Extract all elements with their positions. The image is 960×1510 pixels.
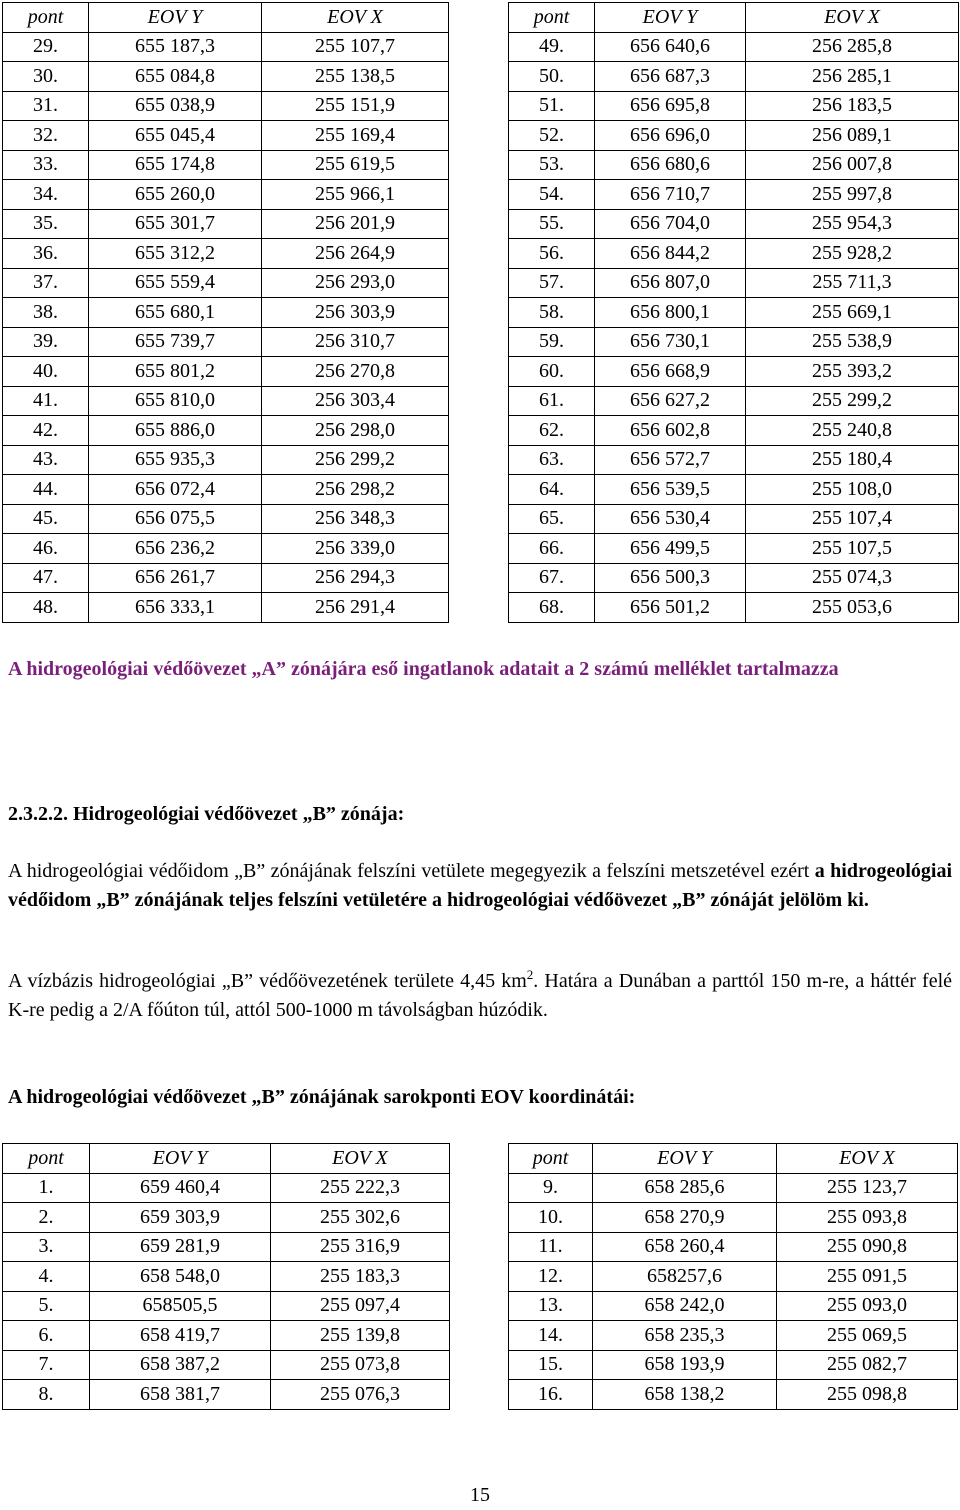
cell-eov-x: 255 082,7 (777, 1350, 958, 1380)
cell-eov-x: 256 310,7 (262, 327, 449, 357)
cell-eov-y: 656 640,6 (595, 32, 746, 62)
cell-eov-y: 655 038,9 (89, 91, 262, 121)
cell-eov-x: 256 183,5 (746, 91, 959, 121)
cell-pont: 53. (509, 150, 595, 180)
cell-pont: 49. (509, 32, 595, 62)
cell-eov-x: 256 285,1 (746, 62, 959, 92)
cell-eov-y: 655 187,3 (89, 32, 262, 62)
cell-eov-x: 255 076,3 (271, 1380, 450, 1410)
cell-pont: 10. (509, 1203, 593, 1233)
cell-eov-x: 256 285,8 (746, 32, 959, 62)
cell-eov-y: 656 539,5 (595, 475, 746, 505)
cell-eov-x: 256 291,4 (262, 593, 449, 623)
cell-eov-y: 656 668,9 (595, 357, 746, 387)
header-eov-y: EOV Y (593, 1144, 777, 1174)
zone-b-table-left (2, 1143, 450, 1410)
cell-eov-x: 255 107,7 (262, 32, 449, 62)
cell-eov-x: 255 954,3 (746, 209, 959, 239)
table-row (509, 1232, 958, 1262)
area-text-after: . Határa a Dunában a parttól 150 m-re, a háttér felé K-re pedig a 2/A főúton túl, attól 500-1000 m távolságban húzódik. (8, 970, 953, 1021)
cell-eov-x: 255 090,8 (777, 1232, 958, 1262)
cell-pont: 16. (509, 1380, 593, 1410)
header-eov-y: EOV Y (90, 1144, 271, 1174)
cell-eov-x: 256 270,8 (262, 357, 449, 387)
cell-eov-x: 255 299,2 (746, 386, 959, 416)
cell-pont: 58. (509, 298, 595, 328)
cell-pont: 63. (509, 445, 595, 475)
cell-eov-y: 659 460,4 (90, 1173, 271, 1203)
paragraph-b-zone-area (8, 967, 952, 1025)
cell-pont: 66. (509, 534, 595, 564)
table-row (509, 1173, 958, 1203)
cell-eov-y: 658 242,0 (593, 1291, 777, 1321)
cell-eov-y: 656 530,4 (595, 504, 746, 534)
table-row (3, 239, 449, 269)
cell-pont: 57. (509, 268, 595, 298)
table-row (509, 475, 959, 505)
paragraph-bold-text: a hidrogeológiai védőidom „B” zónájának teljes felszíni vetületére a hidrogeológiai védőövezet „B” zónáját jelölöm ki. (8, 860, 953, 911)
cell-eov-x: 255 183,3 (271, 1262, 450, 1292)
cell-eov-x: 255 098,8 (777, 1380, 958, 1410)
cell-eov-y: 655 084,8 (89, 62, 262, 92)
table-row (3, 327, 449, 357)
cell-pont: 47. (3, 563, 89, 593)
cell-eov-y: 655 886,0 (89, 416, 262, 446)
cell-eov-y: 659 281,9 (90, 1232, 271, 1262)
cell-eov-y: 655 174,8 (89, 150, 262, 180)
table-row (509, 1321, 958, 1351)
table-row (3, 91, 449, 121)
cell-pont: 51. (509, 91, 595, 121)
table-row (3, 416, 449, 446)
cell-pont: 41. (3, 386, 89, 416)
cell-pont: 29. (3, 32, 89, 62)
cell-eov-x: 255 669,1 (746, 298, 959, 328)
cell-eov-y: 656 572,7 (595, 445, 746, 475)
cell-pont: 60. (509, 357, 595, 387)
cell-eov-x: 255 093,0 (777, 1291, 958, 1321)
page-number: 15 (470, 1484, 490, 1506)
table-row (3, 1173, 450, 1203)
table-row (509, 298, 959, 328)
cell-eov-y: 656 236,2 (89, 534, 262, 564)
cell-eov-x: 255 180,4 (746, 445, 959, 475)
cell-eov-y: 656 501,2 (595, 593, 746, 623)
header-pont: pont (3, 1144, 90, 1174)
cell-eov-y: 655 260,0 (89, 180, 262, 210)
header-eov-x: EOV X (271, 1144, 450, 1174)
cell-eov-x: 256 298,2 (262, 475, 449, 505)
cell-eov-y: 655 045,4 (89, 121, 262, 151)
cell-eov-y: 658505,5 (90, 1291, 271, 1321)
cell-pont: 6. (3, 1321, 90, 1351)
cell-pont: 11. (509, 1232, 593, 1262)
cell-eov-x: 255 928,2 (746, 239, 959, 269)
table-row (3, 180, 449, 210)
table-header-row (3, 3, 449, 33)
cell-eov-y: 656 333,1 (89, 593, 262, 623)
table-row (509, 416, 959, 446)
table-row (3, 475, 449, 505)
cell-eov-x: 255 073,8 (271, 1350, 450, 1380)
table-header-row (3, 1144, 450, 1174)
cell-eov-x: 255 107,5 (746, 534, 959, 564)
paragraph-plain-text: A hidrogeológiai védőidom „B” zónájának felszíni vetülete megegyezik a felszíni metszetével ezért (8, 860, 815, 882)
table-row (3, 1232, 450, 1262)
table-row (509, 91, 959, 121)
cell-eov-y: 659 303,9 (90, 1203, 271, 1233)
table-row (3, 593, 449, 623)
table-row (3, 534, 449, 564)
cell-pont: 59. (509, 327, 595, 357)
cell-eov-x: 256 303,4 (262, 386, 449, 416)
cell-eov-y: 656 710,7 (595, 180, 746, 210)
cell-pont: 1. (3, 1173, 90, 1203)
cell-eov-x: 255 097,4 (271, 1291, 450, 1321)
cell-eov-y: 658 381,7 (90, 1380, 271, 1410)
cell-eov-x: 255 619,5 (262, 150, 449, 180)
table-row (3, 1203, 450, 1233)
cell-eov-x: 255 316,9 (271, 1232, 450, 1262)
cell-pont: 35. (3, 209, 89, 239)
table-header-row (509, 1144, 958, 1174)
table-row (509, 1380, 958, 1410)
table-row (3, 1262, 450, 1292)
table-row (509, 357, 959, 387)
cell-eov-y: 656 261,7 (89, 563, 262, 593)
table-row (3, 357, 449, 387)
cell-eov-x: 255 069,5 (777, 1321, 958, 1351)
header-pont: pont (509, 1144, 593, 1174)
cell-eov-y: 656 807,0 (595, 268, 746, 298)
cell-pont: 2. (3, 1203, 90, 1233)
table-row (509, 327, 959, 357)
cell-pont: 62. (509, 416, 595, 446)
table-row (3, 563, 449, 593)
cell-eov-y: 656 687,3 (595, 62, 746, 92)
table-row (509, 386, 959, 416)
table-row (509, 563, 959, 593)
table-row (509, 150, 959, 180)
header-eov-x: EOV X (777, 1144, 958, 1174)
table-row (509, 32, 959, 62)
cell-eov-x: 255 997,8 (746, 180, 959, 210)
header-pont: pont (3, 3, 89, 33)
cell-eov-x: 255 222,3 (271, 1173, 450, 1203)
table-row (509, 445, 959, 475)
cell-eov-y: 655 935,3 (89, 445, 262, 475)
zone-a-note: A hidrogeológiai védőövezet „A” zónájára eső ingatlanok adatait a 2 számú melléklet tartalmazza (8, 658, 839, 680)
cell-eov-x: 256 299,2 (262, 445, 449, 475)
cell-eov-x: 255 151,9 (262, 91, 449, 121)
table-row (3, 268, 449, 298)
cell-pont: 55. (509, 209, 595, 239)
cell-eov-y: 658 138,2 (593, 1380, 777, 1410)
cell-pont: 42. (3, 416, 89, 446)
cell-eov-x: 256 201,9 (262, 209, 449, 239)
cell-pont: 8. (3, 1380, 90, 1410)
cell-eov-x: 256 089,1 (746, 121, 959, 151)
cell-eov-y: 658257,6 (593, 1262, 777, 1292)
cell-eov-x: 256 339,0 (262, 534, 449, 564)
cell-eov-x: 255 107,4 (746, 504, 959, 534)
cell-pont: 65. (509, 504, 595, 534)
cell-eov-y: 658 387,2 (90, 1350, 271, 1380)
cell-pont: 34. (3, 180, 89, 210)
cell-eov-x: 256 293,0 (262, 268, 449, 298)
cell-eov-x: 256 348,3 (262, 504, 449, 534)
cell-eov-y: 656 844,2 (595, 239, 746, 269)
cell-eov-x: 255 302,6 (271, 1203, 450, 1233)
table-row (3, 32, 449, 62)
cell-eov-x: 256 264,9 (262, 239, 449, 269)
area-superscript: 2 (526, 967, 534, 982)
cell-eov-x: 255 138,5 (262, 62, 449, 92)
cell-eov-y: 658 548,0 (90, 1262, 271, 1292)
header-eov-x: EOV X (262, 3, 449, 33)
cell-eov-y: 656 696,0 (595, 121, 746, 151)
cell-pont: 68. (509, 593, 595, 623)
header-eov-y: EOV Y (595, 3, 746, 33)
cell-pont: 40. (3, 357, 89, 387)
cell-eov-y: 656 602,8 (595, 416, 746, 446)
cell-pont: 61. (509, 386, 595, 416)
cell-eov-y: 656 800,1 (595, 298, 746, 328)
table-row (3, 386, 449, 416)
table-row (509, 1291, 958, 1321)
cell-eov-y: 655 801,2 (89, 357, 262, 387)
cell-eov-y: 656 680,6 (595, 150, 746, 180)
cell-pont: 48. (3, 593, 89, 623)
section-heading: 2.3.2.2. Hidrogeológiai védőövezet „B” zónája: (8, 803, 405, 825)
cell-pont: 36. (3, 239, 89, 269)
cell-pont: 14. (509, 1321, 593, 1351)
table-row (3, 504, 449, 534)
cell-pont: 3. (3, 1232, 90, 1262)
cell-pont: 9. (509, 1173, 593, 1203)
cell-eov-y: 655 301,7 (89, 209, 262, 239)
table-row (509, 1262, 958, 1292)
cell-eov-x: 256 298,0 (262, 416, 449, 446)
cell-eov-y: 656 075,5 (89, 504, 262, 534)
cell-eov-y: 658 235,3 (593, 1321, 777, 1351)
cell-pont: 52. (509, 121, 595, 151)
header-eov-y: EOV Y (89, 3, 262, 33)
cell-pont: 54. (509, 180, 595, 210)
cell-pont: 31. (3, 91, 89, 121)
cell-eov-y: 656 695,8 (595, 91, 746, 121)
table-row (3, 121, 449, 151)
cell-pont: 43. (3, 445, 89, 475)
cell-eov-x: 255 240,8 (746, 416, 959, 446)
cell-eov-x: 255 711,3 (746, 268, 959, 298)
cell-pont: 44. (3, 475, 89, 505)
zone-b-table-right (508, 1143, 958, 1410)
cell-eov-x: 256 303,9 (262, 298, 449, 328)
cell-pont: 4. (3, 1262, 90, 1292)
cell-eov-x: 255 169,4 (262, 121, 449, 151)
cell-eov-y: 656 072,4 (89, 475, 262, 505)
cell-eov-y: 658 260,4 (593, 1232, 777, 1262)
cell-eov-x: 255 091,5 (777, 1262, 958, 1292)
cell-eov-x: 255 108,0 (746, 475, 959, 505)
cell-pont: 37. (3, 268, 89, 298)
cell-eov-x: 255 074,3 (746, 563, 959, 593)
cell-pont: 45. (3, 504, 89, 534)
table-row (509, 1350, 958, 1380)
cell-eov-y: 656 627,2 (595, 386, 746, 416)
cell-pont: 15. (509, 1350, 593, 1380)
table-row (509, 239, 959, 269)
table-row (509, 504, 959, 534)
cell-pont: 64. (509, 475, 595, 505)
table-row (509, 121, 959, 151)
cell-eov-y: 656 500,3 (595, 563, 746, 593)
cell-eov-x: 255 123,7 (777, 1173, 958, 1203)
cell-pont: 56. (509, 239, 595, 269)
cell-eov-y: 658 285,6 (593, 1173, 777, 1203)
cell-eov-x: 255 393,2 (746, 357, 959, 387)
cell-pont: 46. (3, 534, 89, 564)
table-row (509, 180, 959, 210)
cell-eov-x: 255 139,8 (271, 1321, 450, 1351)
cell-pont: 38. (3, 298, 89, 328)
table-row (3, 209, 449, 239)
table-row (509, 593, 959, 623)
table-row (509, 62, 959, 92)
cell-pont: 67. (509, 563, 595, 593)
table-row (509, 534, 959, 564)
cell-eov-x: 255 966,1 (262, 180, 449, 210)
cell-eov-x: 255 093,8 (777, 1203, 958, 1233)
cell-eov-y: 655 810,0 (89, 386, 262, 416)
cell-eov-y: 658 419,7 (90, 1321, 271, 1351)
zone-b-heading: A hidrogeológiai védőövezet „B” zónájának sarokponti EOV koordinátái: (8, 1086, 636, 1108)
table-row (3, 298, 449, 328)
cell-eov-y: 658 193,9 (593, 1350, 777, 1380)
cell-eov-x: 256 007,8 (746, 150, 959, 180)
table-row (3, 1291, 450, 1321)
cell-eov-y: 658 270,9 (593, 1203, 777, 1233)
table-row (509, 1203, 958, 1233)
cell-eov-y: 656 499,5 (595, 534, 746, 564)
cell-pont: 33. (3, 150, 89, 180)
cell-eov-y: 655 739,7 (89, 327, 262, 357)
cell-eov-y: 655 559,4 (89, 268, 262, 298)
cell-eov-x: 256 294,3 (262, 563, 449, 593)
cell-pont: 5. (3, 1291, 90, 1321)
cell-pont: 30. (3, 62, 89, 92)
area-text-before: A vízbázis hidrogeológiai „B” védőövezetének területe 4,45 km (8, 970, 527, 992)
table-row (3, 150, 449, 180)
cell-pont: 13. (509, 1291, 593, 1321)
table-row (3, 1380, 450, 1410)
table-row (3, 1321, 450, 1351)
cell-eov-y: 655 312,2 (89, 239, 262, 269)
header-eov-x: EOV X (746, 3, 959, 33)
cell-eov-x: 255 538,9 (746, 327, 959, 357)
cell-eov-y: 656 704,0 (595, 209, 746, 239)
table-header-row (509, 3, 959, 33)
table-row (3, 445, 449, 475)
cell-pont: 39. (3, 327, 89, 357)
cell-pont: 12. (509, 1262, 593, 1292)
zone-a-table-right (508, 2, 959, 623)
cell-pont: 50. (509, 62, 595, 92)
table-row (3, 1350, 450, 1380)
cell-pont: 7. (3, 1350, 90, 1380)
table-row (509, 268, 959, 298)
cell-eov-x: 255 053,6 (746, 593, 959, 623)
header-pont: pont (509, 3, 595, 33)
cell-eov-y: 655 680,1 (89, 298, 262, 328)
cell-pont: 32. (3, 121, 89, 151)
paragraph-b-zone-projection (8, 857, 952, 915)
cell-eov-y: 656 730,1 (595, 327, 746, 357)
table-row (509, 209, 959, 239)
table-row (3, 62, 449, 92)
zone-a-table-left (2, 2, 449, 623)
